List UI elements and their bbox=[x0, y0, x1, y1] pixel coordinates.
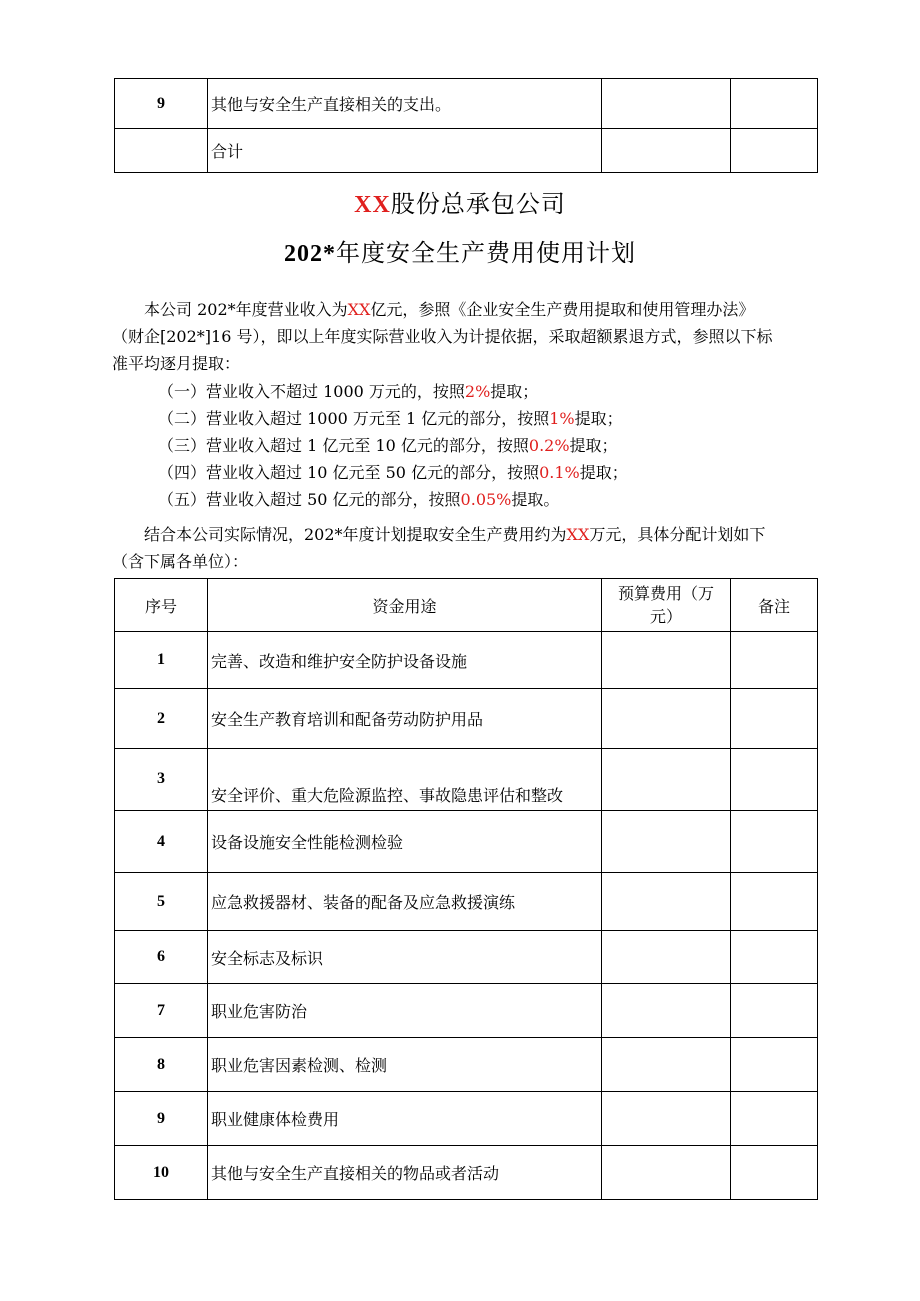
table-row bbox=[115, 79, 818, 129]
intro-text: 本公司 202*年度营业收入为 bbox=[144, 300, 348, 319]
allocation-text: 结合本公司实际情况，202*年度计划提取安全生产费用约为 bbox=[144, 525, 567, 544]
budget-cell bbox=[602, 689, 731, 749]
expense-use-cell: 安全标志及标识 bbox=[208, 931, 602, 984]
table-row-total bbox=[115, 129, 818, 173]
row-number: 6 bbox=[115, 931, 208, 984]
row-number: 1 bbox=[115, 632, 208, 689]
budget-cell bbox=[602, 749, 731, 811]
table-row bbox=[115, 984, 818, 1038]
budget-cell bbox=[602, 79, 731, 129]
plan-name: 年度安全生产费用使用计划 bbox=[336, 239, 636, 267]
budget-cell bbox=[602, 1146, 731, 1200]
row-number: 9 bbox=[115, 79, 208, 129]
allocation-paragraph bbox=[112, 521, 824, 575]
table-header-row bbox=[115, 579, 818, 632]
tier-item bbox=[112, 378, 824, 405]
allocation-line-1 bbox=[112, 521, 824, 548]
tier-text: （一）营业收入不超过 1000 万元的，按照 bbox=[158, 382, 465, 401]
note-cell bbox=[731, 689, 818, 749]
budget-cell bbox=[602, 931, 731, 984]
table-row bbox=[115, 749, 818, 811]
intro-line-1 bbox=[112, 296, 824, 323]
row-number: 2 bbox=[115, 689, 208, 749]
tier-text: （二）营业收入超过 1000 万元至 1 亿元的部分，按照 bbox=[158, 409, 550, 428]
row-number: 9 bbox=[115, 1092, 208, 1146]
budget-cell bbox=[602, 1092, 731, 1146]
table-row bbox=[115, 1038, 818, 1092]
table-row bbox=[115, 632, 818, 689]
tier-text: 提取； bbox=[490, 382, 539, 401]
tier-rate: 0.2% bbox=[528, 436, 570, 455]
tier-text: 提取； bbox=[579, 463, 628, 482]
expense-use-cell: 应急救援器材、装备的配备及应急救援演练 bbox=[208, 873, 602, 931]
tier-item bbox=[112, 486, 824, 513]
tier-text: 提取； bbox=[574, 409, 623, 428]
revenue-placeholder: XX bbox=[347, 300, 371, 319]
budget-cell bbox=[602, 873, 731, 931]
tier-item bbox=[112, 432, 824, 459]
table-row bbox=[115, 873, 818, 931]
row-number: 5 bbox=[115, 873, 208, 931]
header-budget bbox=[602, 579, 731, 632]
amount-placeholder: XX bbox=[566, 525, 590, 544]
note-cell bbox=[731, 1038, 818, 1092]
row-number: 8 bbox=[115, 1038, 208, 1092]
tier-rate: 1% bbox=[549, 409, 575, 428]
header-use: 资金用途 bbox=[208, 579, 602, 632]
expense-use-cell: 职业危害防治 bbox=[208, 984, 602, 1038]
table-row bbox=[115, 931, 818, 984]
previous-expense-table bbox=[114, 78, 818, 173]
row-number: 10 bbox=[115, 1146, 208, 1200]
tier-rate: 2% bbox=[464, 382, 491, 401]
tier-text: （五）营业收入超过 50 亿元的部分，按照 bbox=[158, 490, 461, 509]
note-cell bbox=[731, 129, 818, 173]
note-cell bbox=[731, 79, 818, 129]
allocation-text: 万元，具体分配计划如下 bbox=[589, 525, 766, 544]
expense-use-cell: 设备设施安全性能检测检验 bbox=[208, 811, 602, 873]
intro-paragraph bbox=[112, 296, 824, 377]
budget-cell bbox=[602, 1038, 731, 1092]
total-label-cell: 合计 bbox=[208, 129, 602, 173]
plan-year: 202* bbox=[284, 241, 336, 267]
expense-use-cell: 职业健康体检费用 bbox=[208, 1092, 602, 1146]
note-cell bbox=[731, 1146, 818, 1200]
header-number: 序号 bbox=[115, 579, 208, 632]
tier-text: 提取。 bbox=[511, 490, 560, 509]
tier-item bbox=[112, 459, 824, 486]
note-cell bbox=[731, 931, 818, 984]
expense-plan-table bbox=[114, 578, 818, 1200]
header-note: 备注 bbox=[731, 579, 818, 632]
expense-use-cell: 安全评价、重大危险源监控、事故隐患评估和整改 bbox=[208, 749, 602, 811]
company-title bbox=[0, 184, 920, 219]
plan-title bbox=[0, 233, 920, 268]
tier-item bbox=[112, 405, 824, 432]
expense-use-cell: 其他与安全生产直接相关的支出。 bbox=[208, 79, 602, 129]
budget-cell bbox=[602, 811, 731, 873]
company-name: 股份总承包公司 bbox=[390, 190, 566, 218]
row-number: 3 bbox=[115, 749, 208, 811]
table-row bbox=[115, 1146, 818, 1200]
note-cell bbox=[731, 984, 818, 1038]
expense-use-cell: 其他与安全生产直接相关的物品或者活动 bbox=[208, 1146, 602, 1200]
tier-rate: 0.05% bbox=[460, 490, 512, 509]
row-number: 7 bbox=[115, 984, 208, 1038]
expense-use-cell: 职业危害因素检测、检测 bbox=[208, 1038, 602, 1092]
company-prefix: XX bbox=[354, 192, 391, 218]
intro-text: 亿元，参照《企业安全生产费用提取和使用管理办法》 bbox=[370, 300, 755, 319]
table-row bbox=[115, 689, 818, 749]
tier-text: （四）营业收入超过 10 亿元至 50 亿元的部分，按照 bbox=[158, 463, 540, 482]
row-number: 4 bbox=[115, 811, 208, 873]
row-number bbox=[115, 129, 208, 173]
table-row bbox=[115, 1092, 818, 1146]
tier-text: 提取； bbox=[569, 436, 618, 455]
budget-cell bbox=[602, 129, 731, 173]
note-cell bbox=[731, 1092, 818, 1146]
note-cell bbox=[731, 873, 818, 931]
tier-text: （三）营业收入超过 1 亿元至 10 亿元的部分，按照 bbox=[158, 436, 529, 455]
table-row bbox=[115, 811, 818, 873]
budget-cell bbox=[602, 632, 731, 689]
tier-rate: 0.1% bbox=[539, 463, 580, 482]
allocation-line-2: （含下属各单位）： bbox=[112, 552, 249, 571]
intro-line-3: 准平均逐月提取： bbox=[112, 354, 241, 373]
header-budget-line-1: 预算费用（万 bbox=[617, 584, 714, 603]
note-cell bbox=[731, 811, 818, 873]
note-cell bbox=[731, 749, 818, 811]
intro-line-2: （财企[202*]16 号），即以上年度实际营业收入为计提依据，采取超额累退方式，参照以下标 bbox=[112, 327, 773, 346]
header-budget-line-2: 元） bbox=[649, 607, 682, 626]
note-cell bbox=[731, 632, 818, 689]
budget-cell bbox=[602, 984, 731, 1038]
expense-use-cell: 安全生产教育培训和配备劳动防护用品 bbox=[208, 689, 602, 749]
expense-use-cell: 完善、改造和维护安全防护设备设施 bbox=[208, 632, 602, 689]
